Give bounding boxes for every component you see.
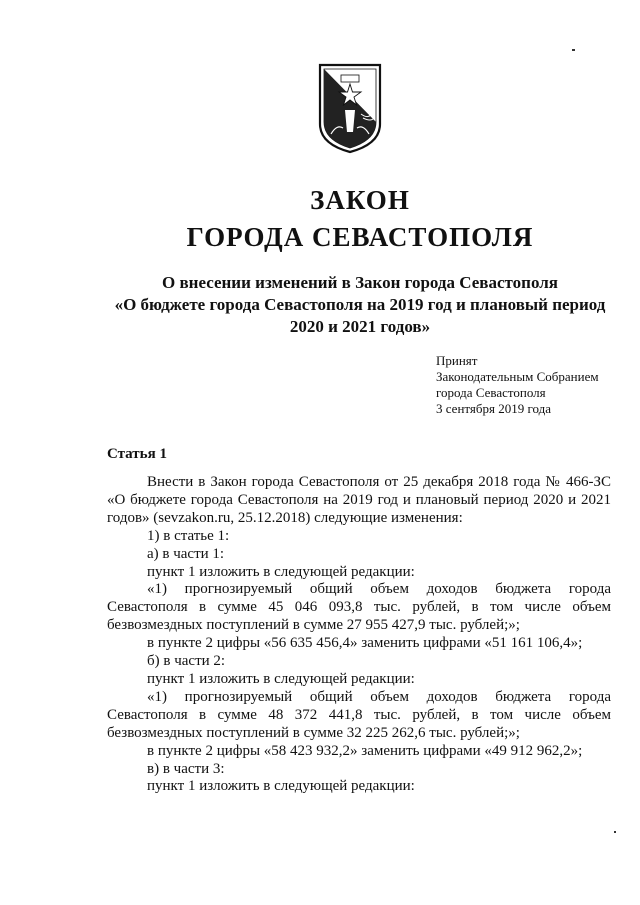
- law-subtitle: [100, 272, 620, 338]
- sevastopol-coat-of-arms-icon: [317, 62, 383, 154]
- article-paragraph: в пункте 2 цифры «58 423 932,2» заменить цифрами «49 912 962,2»;: [147, 742, 583, 759]
- article-paragraph: в) в части 3:: [147, 760, 225, 777]
- adoption-date: 3 сентября 2019 года: [436, 401, 552, 416]
- article-paragraph: «1) прогнозируемый общий объем доходов бюджета города Севастополя в сумме 48 372 441,8 тыс. рублей, в том числе объем безвозмездных поступлений в сумме 32 225 262,6 тыс. рублей;»;: [107, 688, 611, 741]
- subtitle-line: О внесении изменений в Закон города Севастополя: [162, 273, 558, 292]
- law-title-line1: ЗАКОН: [310, 185, 410, 215]
- article-paragraph: пункт 1 изложить в следующей редакции:: [147, 563, 415, 580]
- article-paragraph: «1) прогнозируемый общий объем доходов бюджета города Севастополя в сумме 45 046 093,8 тыс. рублей, в том числе объем безвозмездных поступлений в сумме 27 955 427,9 тыс. рублей;»;: [107, 581, 611, 634]
- article-paragraph: пункт 1 изложить в следующей редакции:: [147, 778, 415, 795]
- adoption-line: Принят: [436, 353, 478, 368]
- adoption-line: города Севастополя: [436, 385, 546, 400]
- article-paragraph-text: 1) в статье 1:: [147, 527, 230, 544]
- scan-speck: [572, 49, 575, 51]
- scan-speck: [614, 831, 616, 833]
- article-paragraph: [107, 528, 611, 546]
- article-body: [107, 474, 611, 796]
- article-heading: Статья 1: [107, 446, 167, 462]
- article-paragraph: в пункте 2 цифры «56 635 456,4» заменить цифрами «51 161 106,4»;: [147, 635, 583, 652]
- subtitle-line: 2020 и 2021 годов»: [289, 317, 431, 336]
- article-paragraph: б) в части 2:: [147, 653, 226, 670]
- article-paragraph: Внести в Закон города Севастополя от 25 декабря 2018 года № 466-ЗС «О бюджете города Севастополя на 2019 год и плановый период 2020 и 2021 годов» (sevzakon.ru, 25.12.2018) следующие изменения:: [107, 474, 611, 526]
- article-paragraph: пункт 1 изложить в следующей редакции:: [147, 670, 415, 687]
- adoption-line: Законодательным Собранием: [436, 369, 599, 384]
- subtitle-line: «О бюджете города Севастополя на 2019 год и плановый период: [114, 295, 606, 314]
- article-paragraph: а) в части 1:: [147, 545, 225, 562]
- law-title-line2: ГОРОДА СЕВАСТОПОЛЯ: [186, 222, 534, 252]
- adoption-block: [436, 353, 599, 417]
